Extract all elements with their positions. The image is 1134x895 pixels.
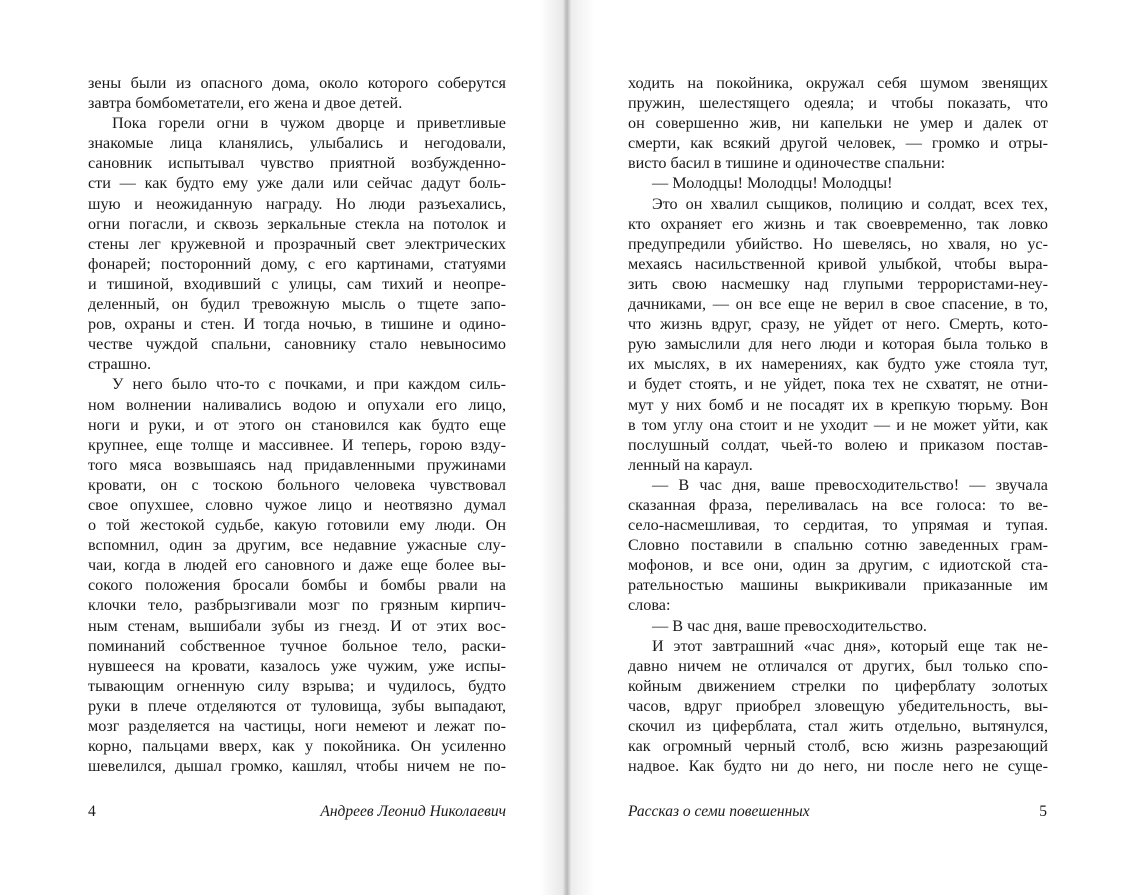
text-line: как огромный черный столб, всю жизнь разрезающий — [628, 737, 1048, 756]
text-line: деленный, он будил тревожную мысль о тщете запо- — [88, 295, 506, 314]
text-line: тывающим огненную силу взрыва; и чудилось, будто — [88, 676, 506, 695]
text-line: сановник испытывал чувство приятной возбужденно- — [88, 154, 506, 173]
text-line: надвое. Как будто ни до него, ни после него не суще- — [628, 757, 1048, 776]
text-line: сти — как будто ему уже дали или сейчас дадут боль- — [88, 174, 506, 193]
text-line: завтра бомбометатели, его жена и двое детей. — [88, 94, 403, 113]
text-line: поминаний собственное тучное больное тело, раски- — [88, 636, 506, 655]
text-line: нувшееся на кровати, казалось уже чужим, уже испы- — [88, 656, 506, 675]
text-line: койным движением стрелки по циферблату золотых — [628, 676, 1048, 695]
text-line: скочил из циферблата, стал жить отдельно, вытянулся, — [628, 717, 1048, 735]
text-line: Словно поставили в спальню сотню заведенных грам- — [628, 536, 1048, 555]
left-running-head: Андреев Леонид Николаевич — [320, 803, 506, 820]
text-line: крупнее, еще толще и массивнее. И теперь, горою взду- — [88, 435, 506, 454]
text-line: ным стенам, вышибали зубы из гнезд. И от этих вос- — [88, 616, 506, 635]
text-line: о той жестокой судьбе, какую готовили ему люди. Он — [88, 516, 506, 535]
text-line: знакомые лица кланялись, улыбались и негодовали, — [88, 134, 506, 153]
text-line: село-насмешливая, то сердитая, то упрямая и тупая. — [628, 516, 1048, 535]
text-line: ров, охраны и стен. И тогда ночью, в тишине и одино- — [88, 315, 506, 334]
text-line: зены были из опасного дома, около которого соберутся — [88, 74, 506, 92]
text-line: их мыслях, в их намерениях, как будто уже стояла тут, — [628, 355, 1048, 374]
text-line: ходить на покойника, окружал себя шумом звенящих — [628, 74, 1048, 92]
text-line: послушный солдат, чьей-то волею и приказом постав- — [628, 435, 1048, 454]
text-line: ноги и руки, и от этого он становился как будто еще — [88, 415, 506, 434]
text-line: шевелился, дышал громко, кашлял, чтобы ничем не по- — [88, 757, 506, 776]
text-line: ном волнении наливались водою и опухали его лицо, — [88, 395, 506, 414]
text-line: Это он хвалил сыщиков, полицию и солдат, всех тех, — [652, 194, 1048, 213]
text-line: мут у них бомб и не посадят их в крепкую тюрьму. Вон — [628, 395, 1048, 414]
text-line: того мяса возвышаясь над придавленными пружинами — [88, 455, 506, 474]
text-line: огни погасли, и сквозь зеркальные стекла на потолок и — [88, 214, 506, 233]
text-line: вспомнил, один за другим, все недавние ужасные слу- — [88, 536, 506, 555]
text-line: шую и неожиданную награду. Но люди разъехались, — [88, 194, 506, 213]
text-line: кровати, он с тоскою больного человека чувствовал — [88, 475, 506, 494]
text-line: кто охраняет его жизнь и так своевременно, так ловко — [628, 214, 1048, 233]
text-line: сокого положения бросали бомбы и бомбы рвали на — [88, 576, 506, 595]
text-line: часов, вдруг приобрел зловещую убедительность, вы- — [628, 696, 1048, 715]
text-line: корно, пальцами вверх, как у покойника. Он усиленно — [88, 737, 506, 756]
text-line: и будет стоять, и не уйдет, пока тех не схватят, не отни- — [628, 375, 1048, 394]
text-line: зить свою насмешку над глупыми террористами-неу- — [628, 274, 1048, 293]
text-line: давно ничем не отличался от других, был только спо- — [628, 656, 1048, 675]
text-line: — В час дня, ваше превосходительство! — звучала — [652, 475, 1048, 494]
text-line: мозг разделяется на частицы, ноги немеют и лежат по- — [88, 717, 506, 735]
text-line: — Молодцы! Молодцы! Молодцы! — [652, 174, 893, 193]
text-line: смерти, как всякий другой человек, — громко и отры- — [628, 134, 1048, 153]
text-line: стены лег кружевной и прозрачный свет электрических — [88, 234, 506, 253]
text-line: мехаясь насильственной кривой улыбкой, чтобы выра- — [628, 254, 1048, 273]
text-line: рую замыслили для него люди и которая была только в — [628, 335, 1048, 354]
text-line: он совершенно жив, ни капельки не умер и далек от — [628, 114, 1048, 133]
text-line: мофонов, и все они, один за другим, с идиотской ста- — [628, 556, 1048, 575]
text-line: в том углу она стоит и не уходит — и не может уйти, как — [628, 415, 1048, 434]
text-line: рательностью машины выкрикивали приказанные им — [628, 576, 1048, 595]
text-line: И этот завтрашний «час дня», который еще так не- — [652, 636, 1048, 655]
left-page-number: 4 — [88, 803, 96, 820]
left-page-text — [88, 73, 506, 776]
text-line: Пока горели огни в чужом дворце и приветливые — [112, 114, 506, 133]
text-line: предупредили убийство. Но шевелясь, но хваля, но ус- — [628, 234, 1048, 253]
text-line: слова: — [628, 596, 671, 615]
text-line: клочки тело, разбрызгивали мозг по грязным кирпич- — [88, 596, 506, 615]
text-line: дачниками, — он все еще не верил в свое спасение, в то, — [628, 295, 1048, 314]
text-line: страшно. — [88, 355, 152, 374]
text-line: ленный на караул. — [628, 455, 753, 474]
right-page-number: 5 — [1039, 803, 1047, 820]
text-line: фонарей; посторонний дому, с его картинами, статуями — [88, 254, 506, 273]
text-line: свое опухшее, словно чужое лицо и неотвязно думал — [88, 495, 506, 514]
right-running-head: Рассказ о семи повешенных — [628, 803, 810, 820]
text-line: висто басил в тишине и одиночестве спальни: — [628, 154, 946, 173]
text-line: и тишиной, входивший с улицы, сам тихий и неопре- — [88, 274, 506, 293]
text-line: — В час дня, ваше превосходительство. — [652, 616, 927, 635]
text-line: руки в плече отделяются от туловища, зубы выпадают, — [88, 696, 506, 715]
right-page-text — [628, 73, 1048, 776]
text-line: честве чуждой спальни, сановнику стало невыносимо — [88, 335, 506, 354]
text-line: сказанная фраза, переливалась на все голоса: то ве- — [628, 495, 1048, 514]
text-line: что жизнь вдруг, сразу, не уйдет от него. Смерть, кото- — [628, 315, 1048, 334]
text-line: пружин, шелестящего одеяла; и чтобы показать, что — [628, 94, 1048, 113]
text-line: чаи, когда в людей его сановного и даже еще более вы- — [88, 556, 506, 575]
text-line: У него было что-то с почками, и при каждом силь- — [112, 375, 506, 394]
right-page — [567, 0, 1134, 895]
